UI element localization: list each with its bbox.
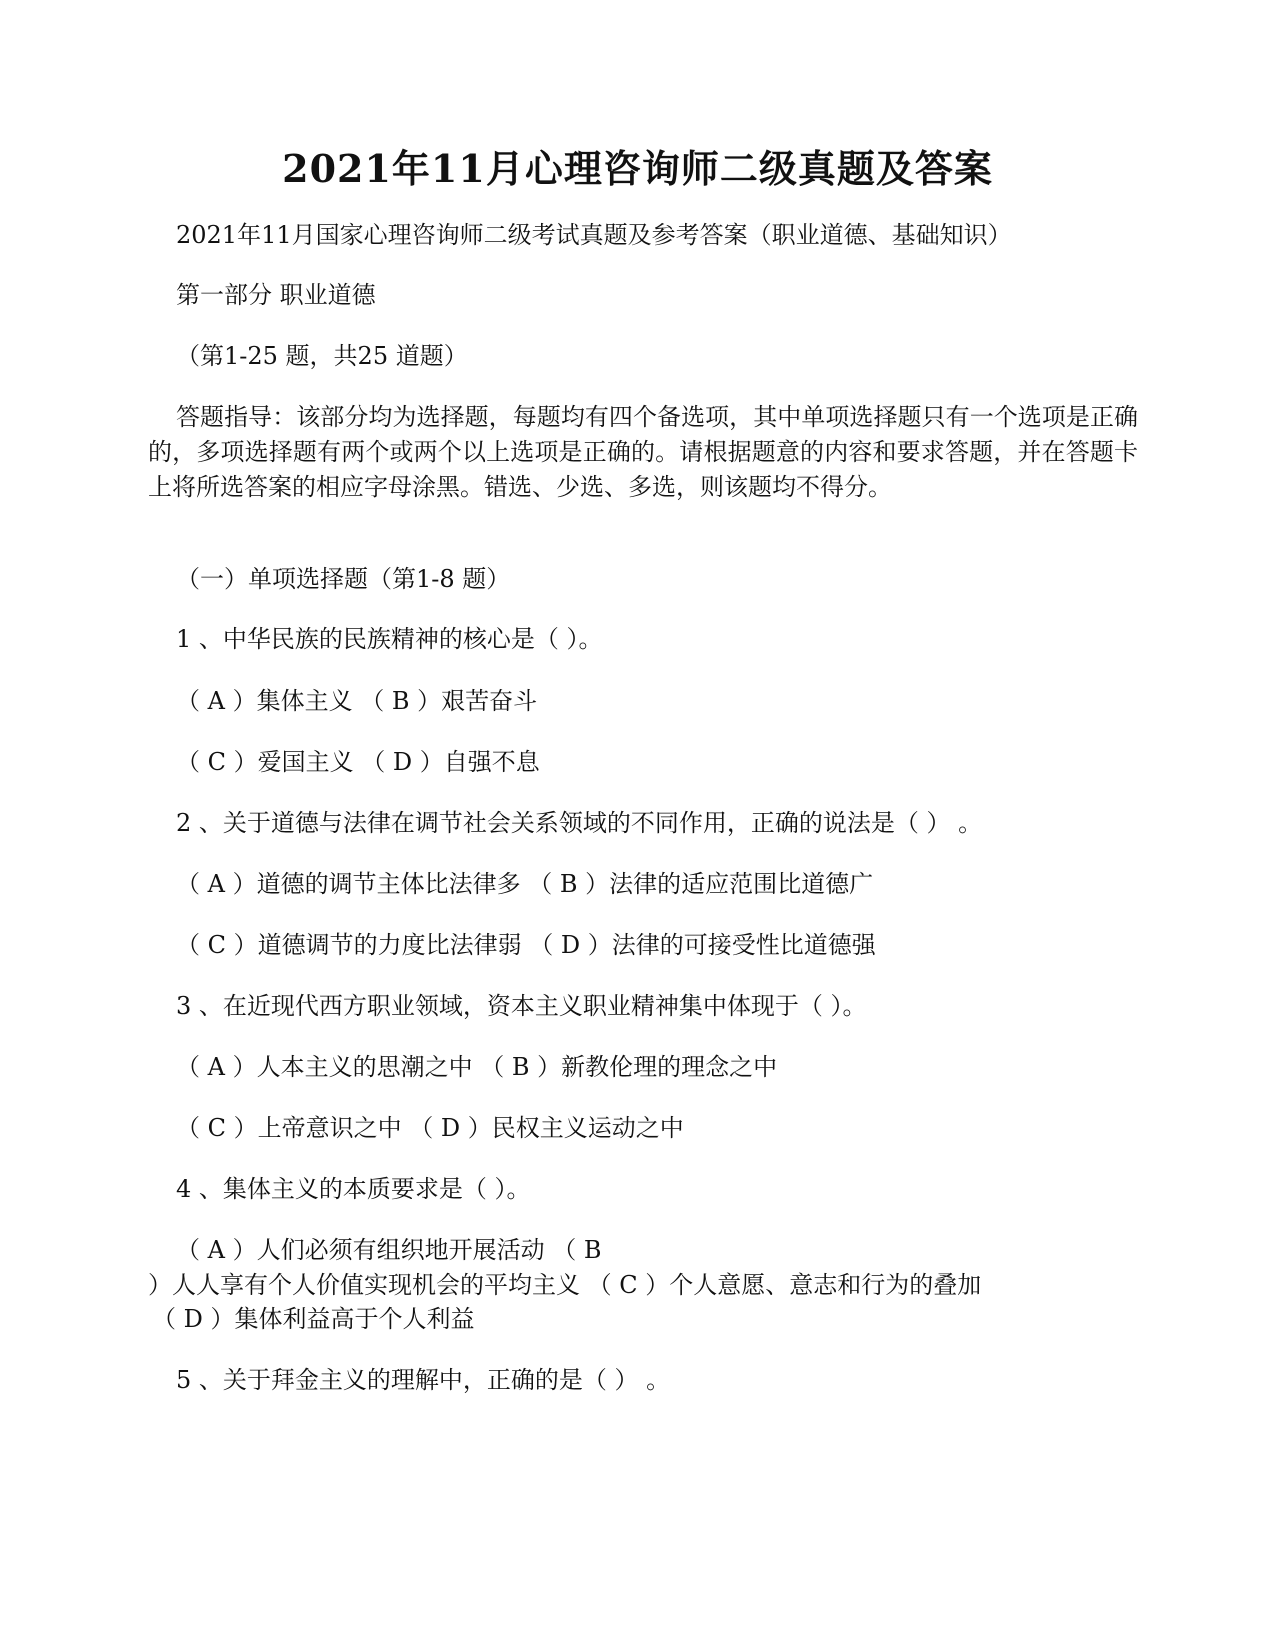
question-3-stem: 3 、在近现代西方职业领域，资本主义职业精神集中体现于（ ）。 <box>176 992 867 1020</box>
document-subtitle: 2021年11月国家心理咨询师二级考试真题及参考答案（职业道德、基础知识） <box>176 221 1012 249</box>
question-4-options-line3: （ D ）集体利益高于个人利益 <box>152 1305 475 1333</box>
question-1-options-ab: （ A ）集体主义 （ B ）艰苦奋斗 <box>176 687 538 715</box>
question-2-options-cd: （ C ）道德调节的力度比法律弱 （ D ）法律的可接受性比道德强 <box>176 931 876 959</box>
question-4-options-line1: （ A ）人们必须有组织地开展活动 （ B <box>176 1236 602 1264</box>
question-5-stem: 5 、关于拜金主义的理解中，正确的是（ ） 。 <box>176 1366 671 1394</box>
part-heading: 第一部分 职业道德 <box>176 281 376 309</box>
part-range: （第1-25 题，共25 道题） <box>176 342 468 370</box>
question-2-stem: 2 、关于道德与法律在调节社会关系领域的不同作用，正确的说法是（ ） 。 <box>176 809 983 837</box>
section-heading: （一）单项选择题（第1-8 题） <box>176 565 511 593</box>
question-2-options-ab: （ A ）道德的调节主体比法律多 （ B ）法律的适应范围比道德广 <box>176 870 874 898</box>
question-4-options-line2: ）人人享有个人价值实现机会的平均主义 （ C ）个人意愿、意志和行为的叠加 <box>148 1271 982 1299</box>
question-3-options-ab: （ A ）人本主义的思潮之中 （ B ）新教伦理的理念之中 <box>176 1053 778 1081</box>
question-3-options-cd: （ C ）上帝意识之中 （ D ）民权主义运动之中 <box>176 1114 684 1142</box>
document-title: 2021年11月心理咨询师二级真题及答案 <box>282 146 993 191</box>
question-1-stem: 1 、中华民族的民族精神的核心是（ ）。 <box>176 625 603 653</box>
question-4-stem: 4 、集体主义的本质要求是（ ）。 <box>176 1175 531 1203</box>
question-1-options-cd: （ C ）爱国主义 （ D ）自强不息 <box>176 748 540 776</box>
instructions-paragraph: 答题指导：该部分均为选择题，每题均有四个备选项，其中单项选择题只有一个选项是正确的，多项选择题有两个或两个以上选项是正确的。请根据题意的内容和要求答题，并在答题卡上将所选答案的相应字母涂黑。错选、少选、多选，则该题均不得分。 <box>148 403 1138 501</box>
